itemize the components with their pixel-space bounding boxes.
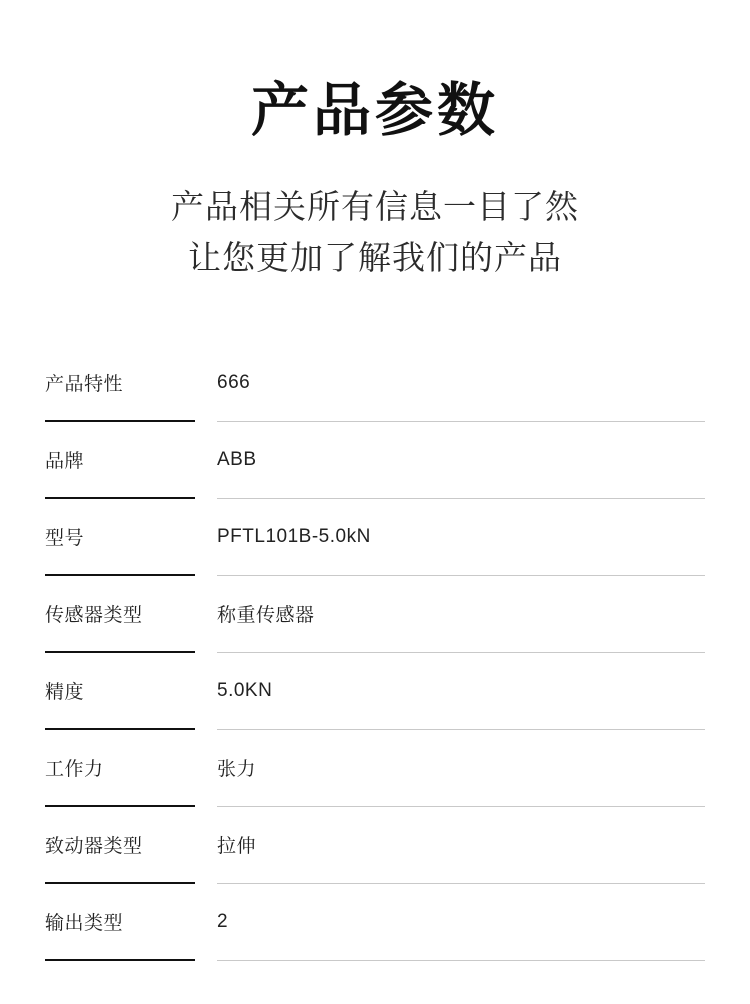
- table-row: [45, 884, 705, 961]
- spec-label: 产品特性: [45, 345, 195, 422]
- table-row: [45, 422, 705, 499]
- table-row: [45, 653, 705, 730]
- spec-gap: [195, 884, 217, 961]
- spec-label: 品牌: [45, 422, 195, 499]
- spec-label: 工作力: [45, 730, 195, 807]
- table-row: [45, 499, 705, 576]
- spec-value: 5.0KN: [217, 653, 705, 730]
- spec-label: 型号: [45, 499, 195, 576]
- table-row: [45, 807, 705, 884]
- page-header: [0, 0, 750, 283]
- spec-label: 致动器类型: [45, 807, 195, 884]
- spec-label: 输出类型: [45, 884, 195, 961]
- spec-gap: [195, 653, 217, 730]
- subtitle-line-2: 让您更加了解我们的产品: [188, 238, 562, 276]
- page-subtitle: [0, 181, 750, 283]
- spec-label: 传感器类型: [45, 576, 195, 653]
- table-row: [45, 730, 705, 807]
- table-row: [45, 345, 705, 422]
- spec-gap: [195, 807, 217, 884]
- spec-gap: [195, 422, 217, 499]
- subtitle-line-1: 产品相关所有信息一目了然: [171, 187, 579, 225]
- spec-label: 精度: [45, 653, 195, 730]
- table-row: [45, 576, 705, 653]
- spec-gap: [195, 499, 217, 576]
- spec-value: PFTL101B-5.0kN: [217, 499, 705, 576]
- spec-gap: [195, 345, 217, 422]
- spec-gap: [195, 576, 217, 653]
- spec-value: 666: [217, 345, 705, 422]
- page-title: 产品参数: [250, 78, 499, 143]
- spec-value: ABB: [217, 422, 705, 499]
- spec-value: 拉伸: [217, 807, 705, 884]
- spec-value: 张力: [217, 730, 705, 807]
- spec-table: [0, 345, 750, 961]
- spec-gap: [195, 730, 217, 807]
- spec-value: 称重传感器: [217, 576, 705, 653]
- spec-value: 2: [217, 884, 705, 961]
